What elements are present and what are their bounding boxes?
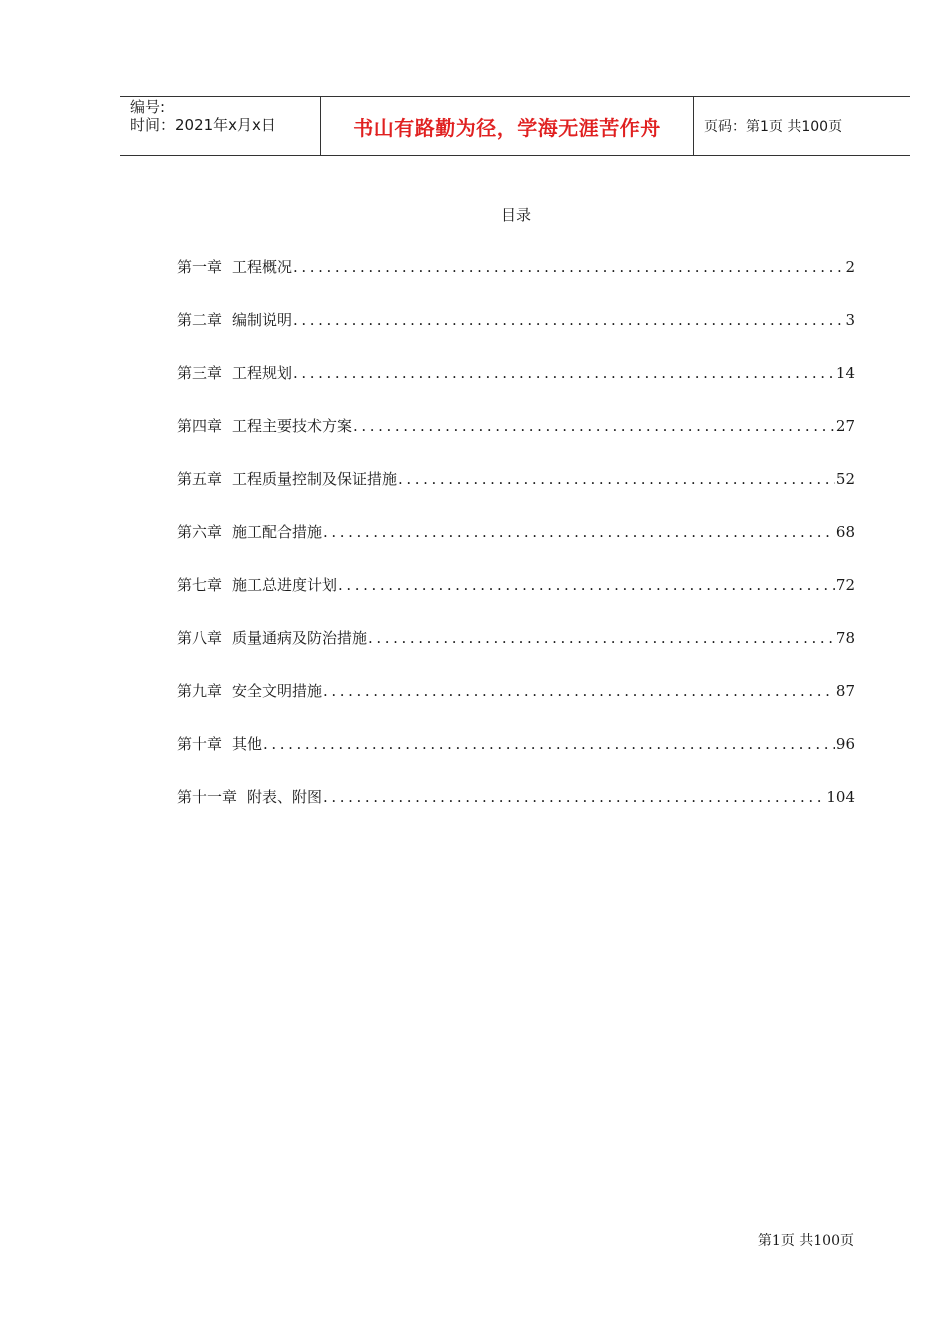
toc-chapter: 第五章 <box>177 470 223 488</box>
header-page-cell <box>694 97 910 155</box>
toc-page: 27 <box>835 417 855 435</box>
toc-entry[interactable] <box>177 469 855 522</box>
table-of-contents <box>177 257 855 840</box>
toc-name: 编制说明 <box>232 311 293 329</box>
toc-leader-dots <box>263 734 835 754</box>
header-page-label: 页码：第1页 共100页 <box>704 119 843 135</box>
toc-page: 104 <box>826 788 855 806</box>
toc-leader-dots <box>323 787 825 807</box>
number-label: 编号: <box>130 98 166 116</box>
document-header <box>120 96 910 156</box>
toc-chapter: 第八章 <box>177 629 223 647</box>
toc-chapter: 第七章 <box>177 576 223 594</box>
toc-entry[interactable] <box>177 522 855 575</box>
toc-chapter: 第一章 <box>177 258 223 276</box>
time-label: 时间：2021年x月x日 <box>130 116 276 134</box>
toc-entry[interactable] <box>177 257 855 310</box>
toc-entry[interactable] <box>177 575 855 628</box>
toc-entry[interactable] <box>177 310 855 363</box>
toc-leader-dots <box>338 575 835 595</box>
toc-leader-dots <box>353 416 835 436</box>
toc-name: 安全文明措施 <box>232 682 323 700</box>
toc-page: 3 <box>845 311 855 329</box>
toc-title: 目录 <box>500 206 531 224</box>
toc-entry[interactable] <box>177 734 855 787</box>
toc-page: 52 <box>835 470 855 488</box>
toc-chapter: 第四章 <box>177 417 223 435</box>
toc-chapter: 第九章 <box>177 682 223 700</box>
toc-entry[interactable] <box>177 681 855 734</box>
toc-page: 2 <box>845 258 855 276</box>
toc-leader-dots <box>293 257 844 277</box>
header-motto-cell <box>321 97 694 155</box>
toc-leader-dots <box>323 522 835 542</box>
toc-name: 工程主要技术方案 <box>232 417 353 435</box>
toc-name: 工程规划 <box>232 364 293 382</box>
toc-chapter: 第三章 <box>177 364 223 382</box>
toc-page: 87 <box>835 682 855 700</box>
toc-page: 78 <box>835 629 855 647</box>
toc-name: 施工总进度计划 <box>232 576 338 594</box>
toc-name: 质量通病及防治措施 <box>232 629 368 647</box>
toc-chapter: 第十一章 <box>177 788 238 806</box>
toc-name: 施工配合措施 <box>232 523 323 541</box>
toc-leader-dots <box>293 363 835 383</box>
toc-name: 工程质量控制及保证措施 <box>232 470 398 488</box>
toc-page: 72 <box>835 576 855 594</box>
toc-leader-dots <box>398 469 835 489</box>
page-footer: 第1页 共100页 <box>757 1233 854 1249</box>
toc-page: 14 <box>835 364 855 382</box>
toc-leader-dots <box>293 310 844 330</box>
motto-text: 书山有路勤为径，学海无涯苦作舟 <box>353 115 661 140</box>
toc-chapter: 第六章 <box>177 523 223 541</box>
toc-chapter: 第十章 <box>177 735 223 753</box>
toc-leader-dots <box>368 628 835 648</box>
toc-entry[interactable] <box>177 416 855 469</box>
toc-entry[interactable] <box>177 628 855 681</box>
toc-chapter: 第二章 <box>177 311 223 329</box>
toc-page: 96 <box>835 735 855 753</box>
toc-entry[interactable] <box>177 787 855 840</box>
toc-name: 工程概况 <box>232 258 293 276</box>
toc-name: 其他 <box>232 735 263 753</box>
toc-name: 附表、附图 <box>247 788 323 806</box>
toc-page: 68 <box>835 523 855 541</box>
toc-leader-dots <box>323 681 835 701</box>
header-meta-cell <box>120 97 321 155</box>
toc-entry[interactable] <box>177 363 855 416</box>
